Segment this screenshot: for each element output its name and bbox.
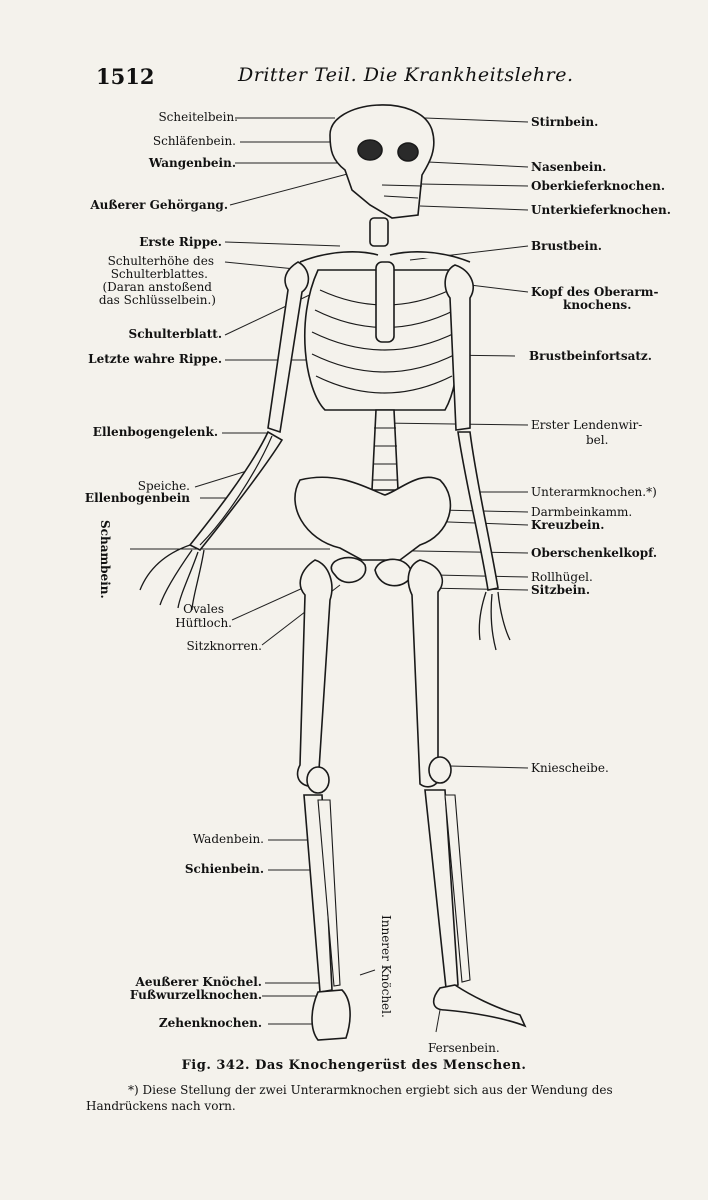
- label-wangenbein: Wangenbein.: [148, 156, 236, 170]
- label-kopf-des-oberarm: Kopf des Oberarm-: [531, 285, 659, 299]
- label-schluesselbein: das Schlüsselbein.): [98, 293, 216, 307]
- label-fusswurzelknochen: Fußwurzelknochen.: [129, 988, 262, 1002]
- label-unterarmknochen: Unterarmknochen.*): [531, 485, 657, 499]
- label-schienbein: Schienbein.: [184, 862, 264, 876]
- label-sitzbein: Sitzbein.: [531, 583, 591, 597]
- label-oberschenkelkopf: Oberschenkelkopf.: [531, 546, 658, 560]
- footnote-line-2: Handrückens nach vorn.: [86, 1099, 236, 1113]
- figure-caption: Fig. 342. Das Knochengerüst des Menschen.: [181, 1058, 527, 1073]
- label-stirnbein: Stirnbein.: [531, 115, 599, 129]
- label-erste-rippe: Erste Rippe.: [139, 235, 222, 249]
- label-aeusserer-gehoergang: Außerer Gehörgang.: [90, 198, 228, 212]
- label-letzte-wahre-rippe: Letzte wahre Rippe.: [88, 352, 222, 366]
- label-schulterhoehe: Schulterhöhe des: [107, 254, 214, 268]
- page-number: 1512: [96, 64, 155, 89]
- label-schulterblattes: Schulterblattes.: [110, 267, 208, 281]
- label-ovales: Ovales: [183, 602, 224, 616]
- label-rollhuegel: Rollhügel.: [531, 570, 593, 584]
- label-schulterblatt: Schulterblatt.: [128, 327, 222, 341]
- label-oberkieferknochen: Oberkieferknochen.: [531, 179, 666, 193]
- label-aeusserer-knoechel: Aeußerer Knöchel.: [135, 975, 262, 989]
- label-bel: bel.: [586, 433, 609, 447]
- label-darmbeinkamm: Darmbeinkamm.: [531, 505, 633, 519]
- label-brustbein: Brustbein.: [531, 239, 602, 253]
- label-brustbeinfortsatz: Brustbeinfortsatz.: [529, 349, 652, 363]
- label-erster-lendenwirbel: Erster Lendenwir-: [531, 418, 643, 432]
- label-wadenbein: Wadenbein.: [192, 832, 264, 846]
- label-kreuzbein: Kreuzbein.: [531, 518, 605, 532]
- label-hueftloch: Hüftloch.: [175, 616, 232, 630]
- label-ellenbogenbein: Ellenbogenbein: [84, 491, 190, 505]
- label-kniescheibe: Kniescheibe.: [531, 761, 609, 775]
- label-nasenbein: Nasenbein.: [531, 160, 607, 174]
- label-unterkieferknochen: Unterkieferknochen.: [531, 203, 671, 217]
- label-ellenbogengelenk: Ellenbogengelenk.: [92, 425, 218, 439]
- label-zehenknochen: Zehenknochen.: [158, 1016, 262, 1030]
- label-knochens: knochens.: [563, 298, 632, 312]
- footnote-line-1: *) Diese Stellung der zwei Unterarmknochen ergiebt sich aus der Wendung des: [128, 1083, 613, 1097]
- label-fersenbein: Fersenbein.: [428, 1041, 500, 1055]
- running-title: Dritter Teil. Die Krankheitslehre.: [238, 64, 574, 86]
- label-schambein: Schambein.: [98, 520, 112, 599]
- label-schlaefenbein: Schläfenbein.: [152, 134, 236, 148]
- label-scheitelbein: Scheitelbein.: [158, 110, 238, 124]
- label-speiche: Speiche.: [137, 479, 190, 493]
- label-innerer-knoechel: Innerer Knöchel.: [379, 915, 393, 1018]
- label-daran-anstossend: (Daran anstoßend: [102, 280, 212, 294]
- label-sitzknorren: Sitzknorren.: [186, 639, 262, 653]
